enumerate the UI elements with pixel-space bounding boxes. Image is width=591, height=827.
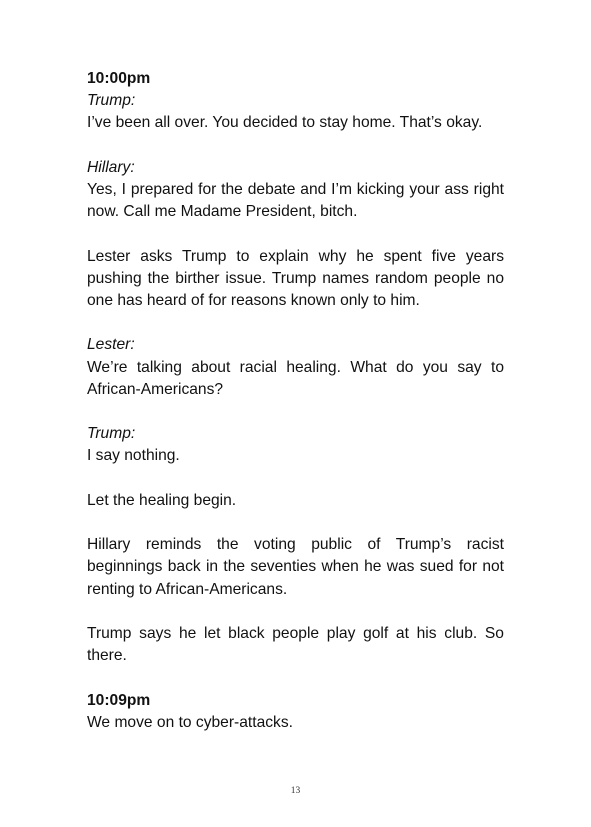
narration-paragraph: Hillary reminds the voting public of Trump’s racist beginnings back in the seventies when he was sued for not renting to African-Americans. (87, 536, 504, 598)
paragraph-spacer (87, 401, 504, 423)
paragraph-spacer (87, 312, 504, 334)
paragraph-spacer (87, 667, 504, 689)
dialogue-paragraph: I’ve been all over. You decided to stay home. That’s okay. (87, 114, 483, 132)
dialogue-paragraph: I say nothing. (87, 447, 180, 465)
narration-paragraph: We move on to cyber-attacks. (87, 713, 293, 731)
speaker-label: Hillary: (87, 158, 135, 176)
dialogue-paragraph: We’re talking about racial healing. What do you say to African-Americans? (87, 358, 504, 398)
narration-paragraph: Let the healing begin. (87, 491, 237, 509)
timestamp-heading: 10:00pm (87, 70, 151, 87)
speaker-label: Trump: (87, 425, 136, 443)
paragraph-spacer (87, 468, 504, 490)
narration-paragraph: Lester asks Trump to explain why he spent five years pushing the birther issue. Trump names random people no one has heard of for reasons known only to him. (87, 247, 504, 309)
paragraph-spacer (87, 223, 504, 245)
narration-paragraph: Trump says he let black people play golf at his club. So there. (87, 624, 504, 665)
speaker-label: Lester: (87, 336, 135, 354)
dialogue-paragraph: Yes, I prepared for the debate and I’m kicking your ass right now. Call me Madame President, bitch. (87, 181, 504, 221)
paragraph-spacer (87, 135, 504, 157)
paragraph-spacer (87, 512, 504, 534)
timestamp-heading: 10:09pm (87, 691, 151, 709)
page-number: 13 (290, 786, 301, 796)
paragraph-spacer (87, 601, 504, 623)
document-body (87, 68, 504, 734)
speaker-label: Trump: (87, 92, 136, 110)
